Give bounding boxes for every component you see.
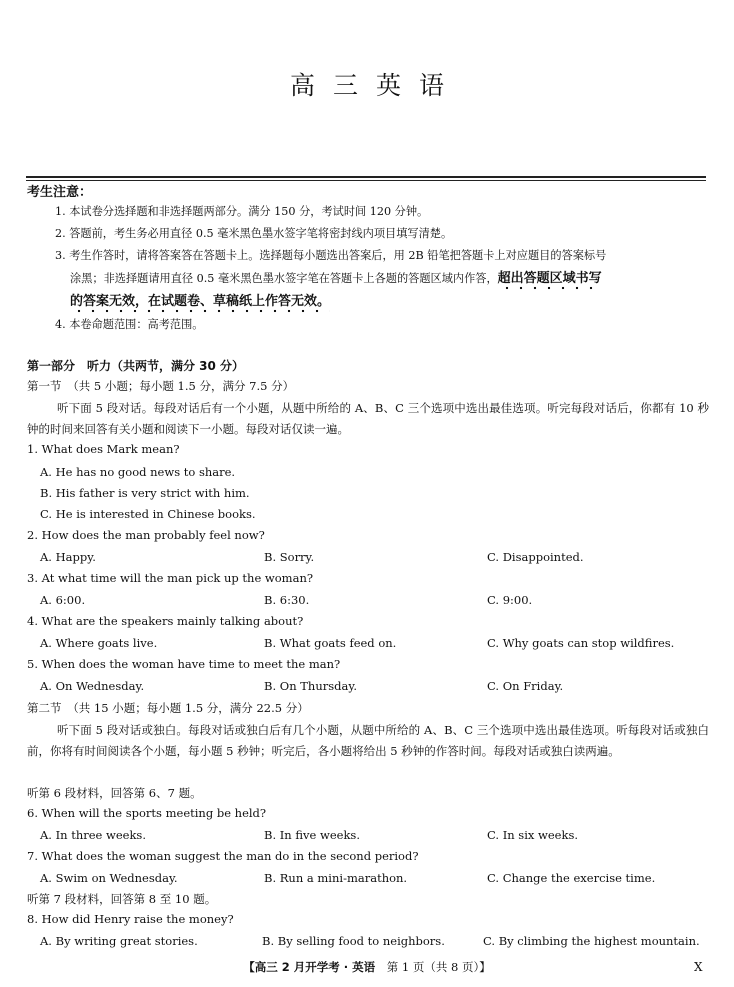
q8-option-b: B. By selling food to neighbors.: [262, 934, 445, 948]
question-8: 8. How did Henry raise the money?: [27, 912, 234, 926]
notice-item-2: 2. 答题前，考生务必用直径 0.5 毫米黑色墨水签字笔将密封线内项目填写清楚。: [55, 227, 453, 240]
material-6-note: 听第 6 段材料，回答第 6、7 题。: [27, 786, 202, 800]
question-3: 3. At what time will the man pick up the woman?: [27, 571, 314, 585]
notice-item-3-line1: 3. 考生作答时，请将答案答在答题卡上。选择题每小题选出答案后，用 2B 铅笔把答题卡上对应题目的答案标号: [55, 249, 607, 262]
header-rule-thin: [26, 180, 706, 181]
page-footer: [0, 959, 734, 975]
q3-option-c: C. 9:00.: [487, 593, 533, 607]
section1-instructions: 听下面 5 段对话。每段对话后有一个小题，从题中所给的 A、B、C 三个选项中选出最佳选项。听完每段对话后，你都有 10 秒钟的时间来回答有关小题和阅读下一小题。每段对话仅读一遍。: [27, 401, 709, 436]
footer-code: X: [694, 960, 703, 974]
q7-option-b: B. Run a mini-marathon.: [264, 871, 408, 885]
q4-option-c: C. Why goats can stop wildfires.: [487, 636, 675, 650]
q5-option-b: B. On Thursday.: [264, 679, 357, 693]
q2-option-a: A. Happy.: [40, 550, 96, 564]
header-rule-thick: [26, 176, 706, 178]
q4-option-a: A. Where goats live.: [40, 636, 158, 650]
footer-exam-label: 【高三 2 月开学考 · 英语: [243, 960, 376, 974]
q6-option-a: A. In three weeks.: [40, 828, 146, 842]
q7-option-a: A. Swim on Wednesday.: [40, 871, 178, 885]
part1-heading: 第一部分 听力（共两节，满分 30 分）: [27, 359, 245, 373]
q4-option-b: B. What goats feed on.: [264, 636, 397, 650]
section1-heading: 第一节 （共 5 小题；每小题 1.5 分，满分 7.5 分）: [27, 379, 295, 393]
q6-option-b: B. In five weeks.: [264, 828, 360, 842]
q3-option-a: A. 6:00.: [40, 593, 86, 607]
q8-option-c: C. By climbing the highest mountain.: [483, 934, 700, 948]
question-2: 2. How does the man probably feel now?: [27, 528, 265, 542]
notice-heading: 考生注意：: [27, 185, 93, 200]
question-7: 7. What does the woman suggest the man do in the second period?: [27, 849, 419, 863]
notice-item-3-emphasis-2: 的答案无效，在试题卷、草稿纸上作答无效。: [70, 294, 330, 313]
q8-option-a: A. By writing great stories.: [40, 934, 198, 948]
q2-option-c: C. Disappointed.: [487, 550, 584, 564]
material-7-note: 听第 7 段材料，回答第 8 至 10 题。: [27, 892, 217, 906]
notice-item-1: 1. 本试卷分选择题和非选择题两部分。满分 150 分，考试时间 120 分钟。: [55, 205, 429, 218]
q5-option-a: A. On Wednesday.: [40, 679, 145, 693]
q1-option-a: A. He has no good news to share.: [40, 465, 236, 479]
q7-option-c: C. Change the exercise time.: [487, 871, 656, 885]
q6-option-c: C. In six weeks.: [487, 828, 579, 842]
section2-instructions: 听下面 5 段对话或独白。每段对话或独白后有几个小题，从题中所给的 A、B、C 三个选项中选出最佳选项。听每段对话或独白前，你将有时间阅读各个小题，每小题 5 秒钟；听完后，各小题将给出 5 秒钟的作答时间。每段对话或独白读两遍。: [27, 723, 709, 758]
question-1: 1. What does Mark mean?: [27, 442, 180, 456]
notice-item-3-line2: [70, 268, 602, 290]
notice-item-4: 4. 本卷命题范围：高考范围。: [55, 318, 204, 331]
section2-heading: 第二节 （共 15 小题；每小题 1.5 分，满分 22.5 分）: [27, 701, 309, 715]
q3-option-b: B. 6:30.: [264, 593, 310, 607]
question-4: 4. What are the speakers mainly talking about?: [27, 614, 304, 628]
exam-title: 高三英语: [289, 71, 462, 100]
q1-option-c: C. He is interested in Chinese books.: [40, 507, 256, 521]
q1-option-b: B. His father is very strict with him.: [40, 486, 250, 500]
footer-page-info: 第 1 页（共 8 页）】: [386, 960, 491, 974]
notice-item-3-plain: 涂黑；非选择题请用直径 0.5 毫米黑色墨水签字笔在答题卡上各题的答题区域内作答，: [70, 272, 498, 285]
notice-item-3-line3: [70, 291, 330, 313]
question-5: 5. When does the woman have time to meet the man?: [27, 657, 341, 671]
q2-option-b: B. Sorry.: [264, 550, 315, 564]
question-6: 6. When will the sports meeting be held?: [27, 806, 267, 820]
q5-option-c: C. On Friday.: [487, 679, 564, 693]
notice-item-3-emphasis-1: 超出答题区域书写: [498, 271, 602, 290]
